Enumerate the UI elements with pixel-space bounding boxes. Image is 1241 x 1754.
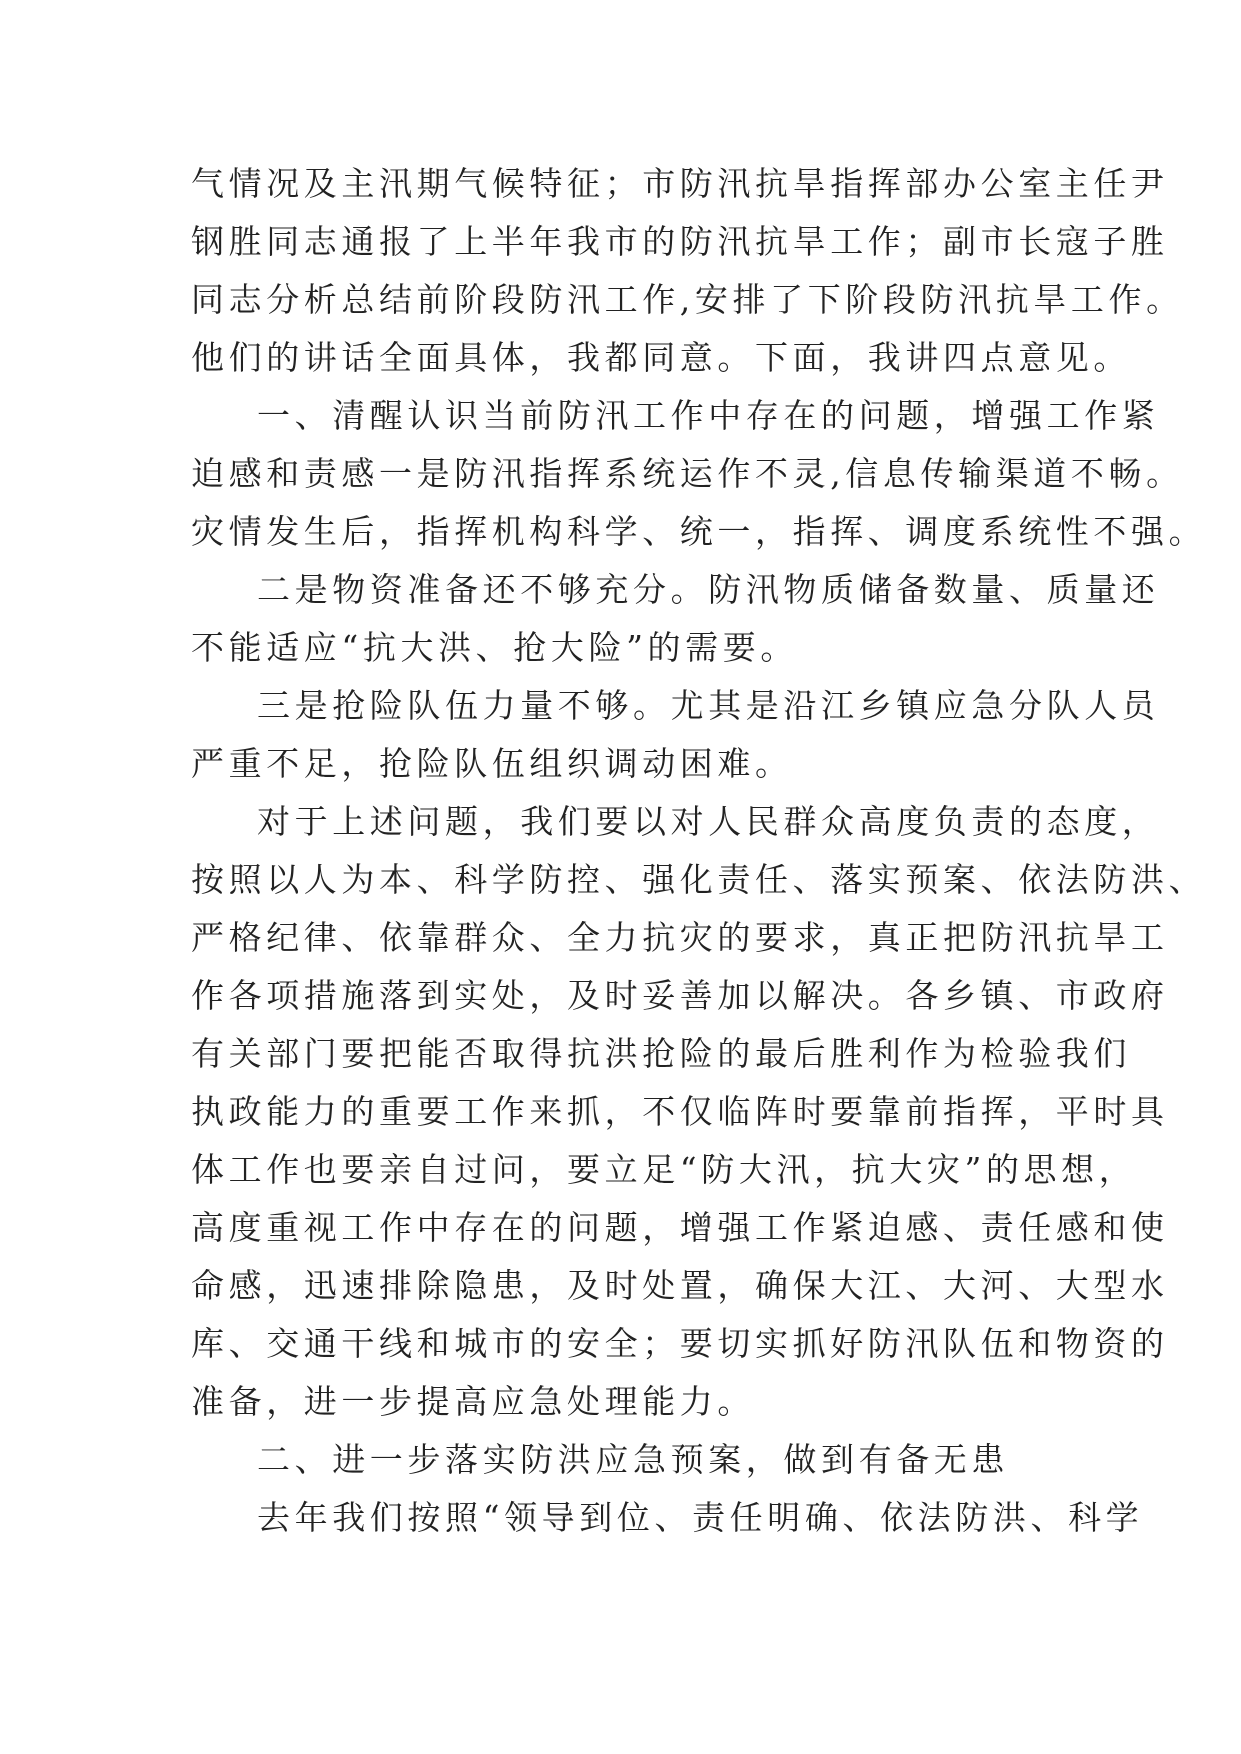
text-line: 对于上述问题，我们要以对人民群众高度负责的态度， <box>257 802 1160 841</box>
text-line: 一、清醒认识当前防汛工作中存在的问题，增强工作紧 <box>257 396 1160 435</box>
text-line: 气情况及主汛期气候特征；市防汛抗旱指挥部办公室主任尹 <box>191 164 1169 203</box>
text-line: 迫感和责感一是防汛指挥系统运作不灵,信息传输渠道不畅。 <box>191 454 1184 493</box>
text-line: 执政能力的重要工作来抓，不仅临阵时要靠前指挥，平时具 <box>191 1092 1169 1131</box>
text-line: 灾情发生后，指挥机构科学、统一，指挥、调度系统性不强。 <box>191 512 1207 551</box>
text-line: 作各项措施落到实处，及时妥善加以解决。各乡镇、市政府 <box>191 976 1169 1015</box>
document-body <box>191 155 1207 1547</box>
text-line: 体工作也要亲自过问，要立足“防大汛，抗大灾”的思想， <box>191 1150 1137 1189</box>
text-line: 库、交通干线和城市的安全；要切实抓好防汛队伍和物资的 <box>191 1324 1169 1363</box>
text-line: 按照以人为本、科学防控、强化责任、落实预案、依法防洪、 <box>191 860 1207 899</box>
text-line: 同志分析总结前阶段防汛工作,安排了下阶段防汛抗旱工作。 <box>191 280 1184 319</box>
text-line: 二、进一步落实防洪应急预案，做到有备无患 <box>257 1440 1009 1479</box>
text-line: 准备，进一步提高应急处理能力。 <box>191 1382 755 1421</box>
text-line: 严格纪律、依靠群众、全力抗灾的要求，真正把防汛抗旱工 <box>191 918 1169 957</box>
text-line: 不能适应“抗大洪、抢大险”的需要。 <box>191 628 798 667</box>
text-line: 高度重视工作中存在的问题，增强工作紧迫感、责任感和使 <box>191 1208 1169 1247</box>
text-line: 他们的讲话全面具体，我都同意。下面，我讲四点意见。 <box>191 338 1131 377</box>
text-line: 有关部门要把能否取得抗洪抢险的最后胜利作为检验我们 <box>191 1034 1131 1073</box>
text-line: 去年我们按照“领导到位、责任明确、依法防洪、科学 <box>257 1498 1144 1537</box>
text-line: 命感，迅速排除隐患，及时处置，确保大江、大河、大型水 <box>191 1266 1169 1305</box>
text-line: 三是抢险队伍力量不够。尤其是沿江乡镇应急分队人员 <box>257 686 1160 725</box>
text-line: 钢胜同志通报了上半年我市的防汛抗旱工作；副市长寇子胜 <box>191 222 1169 261</box>
text-line: 严重不足，抢险队伍组织调动困难。 <box>191 744 793 783</box>
text-line: 二是物资准备还不够充分。防汛物质储备数量、质量还 <box>257 570 1160 609</box>
